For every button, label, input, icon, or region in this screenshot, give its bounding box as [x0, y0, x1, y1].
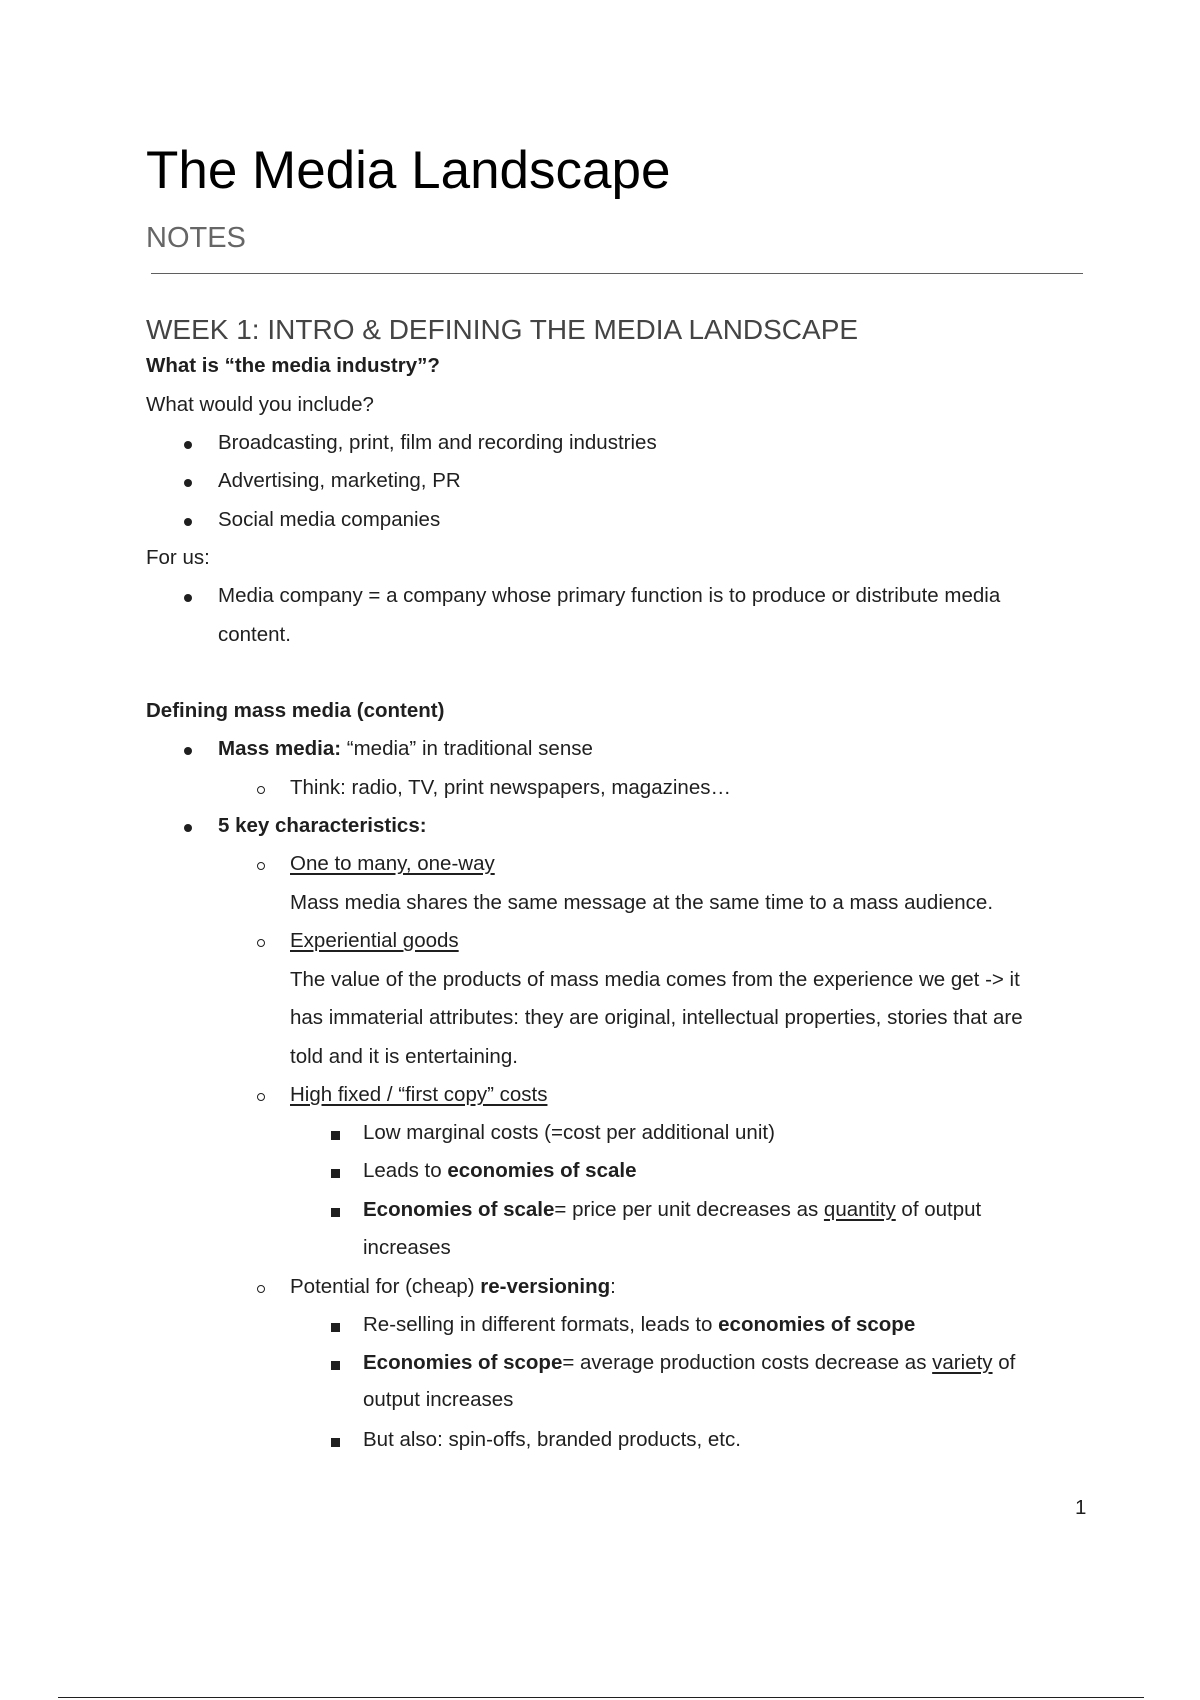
list-item: Social media companies [218, 508, 441, 531]
list-item: Think: radio, TV, print newspapers, magazines… [290, 776, 731, 799]
characteristic-desc: told and it is entertaining. [290, 1045, 518, 1068]
week-heading: WEEK 1: INTRO & DEFINING THE MEDIA LANDSCAPE [146, 314, 859, 345]
sub-item-text: of output [895, 1198, 982, 1221]
sub-item-term: Economies of scope [363, 1351, 563, 1374]
characteristic-desc: The value of the products of mass media comes from the experience we get -> it [290, 968, 1020, 991]
title-divider [151, 273, 1083, 274]
bullet-disc-icon [184, 479, 192, 487]
sub-item-text: = price per unit decreases as [554, 1198, 824, 1221]
list-item: Advertising, marketing, PR [218, 469, 461, 492]
characteristic-title: One to many, one-way [290, 852, 495, 875]
sub-item-underlined: variety [932, 1351, 993, 1374]
characteristic-desc: has immaterial attributes: they are original, intellectual properties, stories that are [290, 1006, 1023, 1029]
sub-item: But also: spin-offs, branded products, etc. [363, 1428, 741, 1451]
term-label: Mass media: [218, 737, 342, 760]
document-title: The Media Landscape [146, 141, 671, 200]
characteristic-desc: Mass media shares the same message at the same time to a mass audience. [290, 891, 994, 914]
sub-item [363, 1312, 915, 1338]
sub-item-text: Re-selling in different formats, leads to [363, 1313, 719, 1336]
bullet-square-icon [331, 1169, 340, 1178]
bullet-disc-icon [184, 594, 192, 602]
list-item: Broadcasting, print, film and recording industries [218, 431, 657, 454]
characteristic-title: Experiential goods [290, 929, 459, 952]
definition-line: content. [218, 623, 291, 646]
bullet-disc-icon [184, 518, 192, 526]
prompt-text: What would you include? [146, 393, 374, 416]
bullet-square-icon [331, 1438, 340, 1447]
sub-item-term: Economies of scale [363, 1198, 555, 1221]
bullet-circle-icon [257, 1093, 265, 1101]
list-item: 5 key characteristics: [218, 814, 427, 837]
sub-item [363, 1197, 981, 1223]
bullet-disc-icon [184, 747, 192, 755]
sub-item-term: economies of scope [718, 1313, 916, 1336]
section-heading: Defining mass media (content) [146, 699, 445, 722]
sub-item [363, 1158, 636, 1184]
bullet-square-icon [331, 1131, 340, 1140]
characteristic-title [290, 1274, 616, 1300]
sub-item-term: economies of scale [447, 1159, 637, 1182]
definition-line: Media company = a company whose primary function is to produce or distribute media [218, 584, 1001, 607]
question-heading: What is “the media industry”? [146, 354, 440, 377]
document-subtitle: NOTES [146, 222, 246, 254]
characteristic-term: re-versioning [480, 1275, 611, 1298]
bullet-circle-icon [257, 939, 265, 947]
bullet-square-icon [331, 1361, 340, 1370]
sub-item-text: = average production costs decrease as [562, 1351, 933, 1374]
characteristic-text: Potential for (cheap) [290, 1275, 481, 1298]
sub-item-continuation: increases [363, 1236, 451, 1259]
term-text: “media” in traditional sense [341, 737, 593, 760]
list-item [218, 736, 593, 762]
sub-item-text: of [992, 1351, 1016, 1374]
bullet-square-icon [331, 1208, 340, 1217]
bullet-disc-icon [184, 824, 192, 832]
bullet-square-icon [331, 1323, 340, 1332]
page-bottom-divider [58, 1697, 1144, 1698]
sub-item: Low marginal costs (=cost per additional unit) [363, 1121, 775, 1144]
characteristic-title: High fixed / “first copy” costs [290, 1083, 548, 1106]
bullet-disc-icon [184, 441, 192, 449]
sub-item-text: Leads to [363, 1159, 448, 1182]
sub-item [363, 1350, 1015, 1376]
sub-item-continuation: output increases [363, 1388, 514, 1411]
page-number: 1 [1075, 1496, 1087, 1519]
bullet-circle-icon [257, 862, 265, 870]
bullet-circle-icon [257, 1285, 265, 1293]
for-us-label: For us: [146, 546, 210, 569]
sub-item-underlined: quantity [823, 1198, 896, 1221]
bullet-circle-icon [257, 786, 265, 794]
characteristic-text: : [610, 1275, 616, 1298]
